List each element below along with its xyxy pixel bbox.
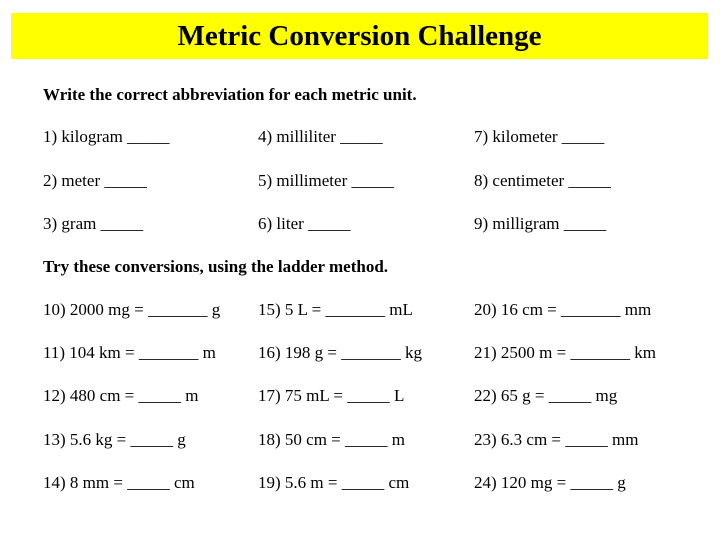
- conversion-item-12: 12) 480 cm = _____ m: [43, 386, 199, 405]
- abbrev-item-4: 4) milliliter _____: [258, 127, 383, 146]
- section2-instruction: Try these conversions, using the ladder method.: [43, 257, 389, 276]
- page-title: Metric Conversion Challenge: [177, 19, 542, 52]
- conversion-item-24: 24) 120 mg = _____ g: [474, 473, 626, 492]
- abbrev-item-5: 5) millimeter _____: [258, 171, 394, 190]
- conversion-item-23: 23) 6.3 cm = _____ mm: [474, 430, 639, 449]
- abbrev-item-3: 3) gram _____: [43, 214, 144, 233]
- conversion-item-17: 17) 75 mL = _____ L: [258, 386, 405, 405]
- conversion-item-22: 22) 65 g = _____ mg: [474, 386, 618, 405]
- conversion-item-19: 19) 5.6 m = _____ cm: [258, 473, 410, 492]
- abbrev-item-7: 7) kilometer _____: [474, 127, 605, 146]
- conversion-item-18: 18) 50 cm = _____ m: [258, 430, 405, 449]
- conversion-item-14: 14) 8 mm = _____ cm: [43, 473, 195, 492]
- abbrev-item-2: 2) meter _____: [43, 171, 147, 190]
- conversion-item-10: 10) 2000 mg = _______ g: [43, 300, 221, 319]
- abbrev-item-9: 9) milligram _____: [474, 214, 607, 233]
- title-banner: [11, 13, 708, 59]
- conversion-item-21: 21) 2500 m = _______ km: [474, 343, 656, 362]
- conversion-item-20: 20) 16 cm = _______ mm: [474, 300, 652, 319]
- abbrev-item-6: 6) liter _____: [258, 214, 351, 233]
- conversion-item-13: 13) 5.6 kg = _____ g: [43, 430, 186, 449]
- conversion-item-15: 15) 5 L = _______ mL: [258, 300, 413, 319]
- section1-instruction: Write the correct abbreviation for each metric unit.: [43, 85, 417, 104]
- conversion-item-16: 16) 198 g = _______ kg: [258, 343, 422, 362]
- abbrev-item-1: 1) kilogram _____: [43, 127, 170, 146]
- abbrev-item-8: 8) centimeter _____: [474, 171, 611, 190]
- conversion-item-11: 11) 104 km = _______ m: [43, 343, 216, 362]
